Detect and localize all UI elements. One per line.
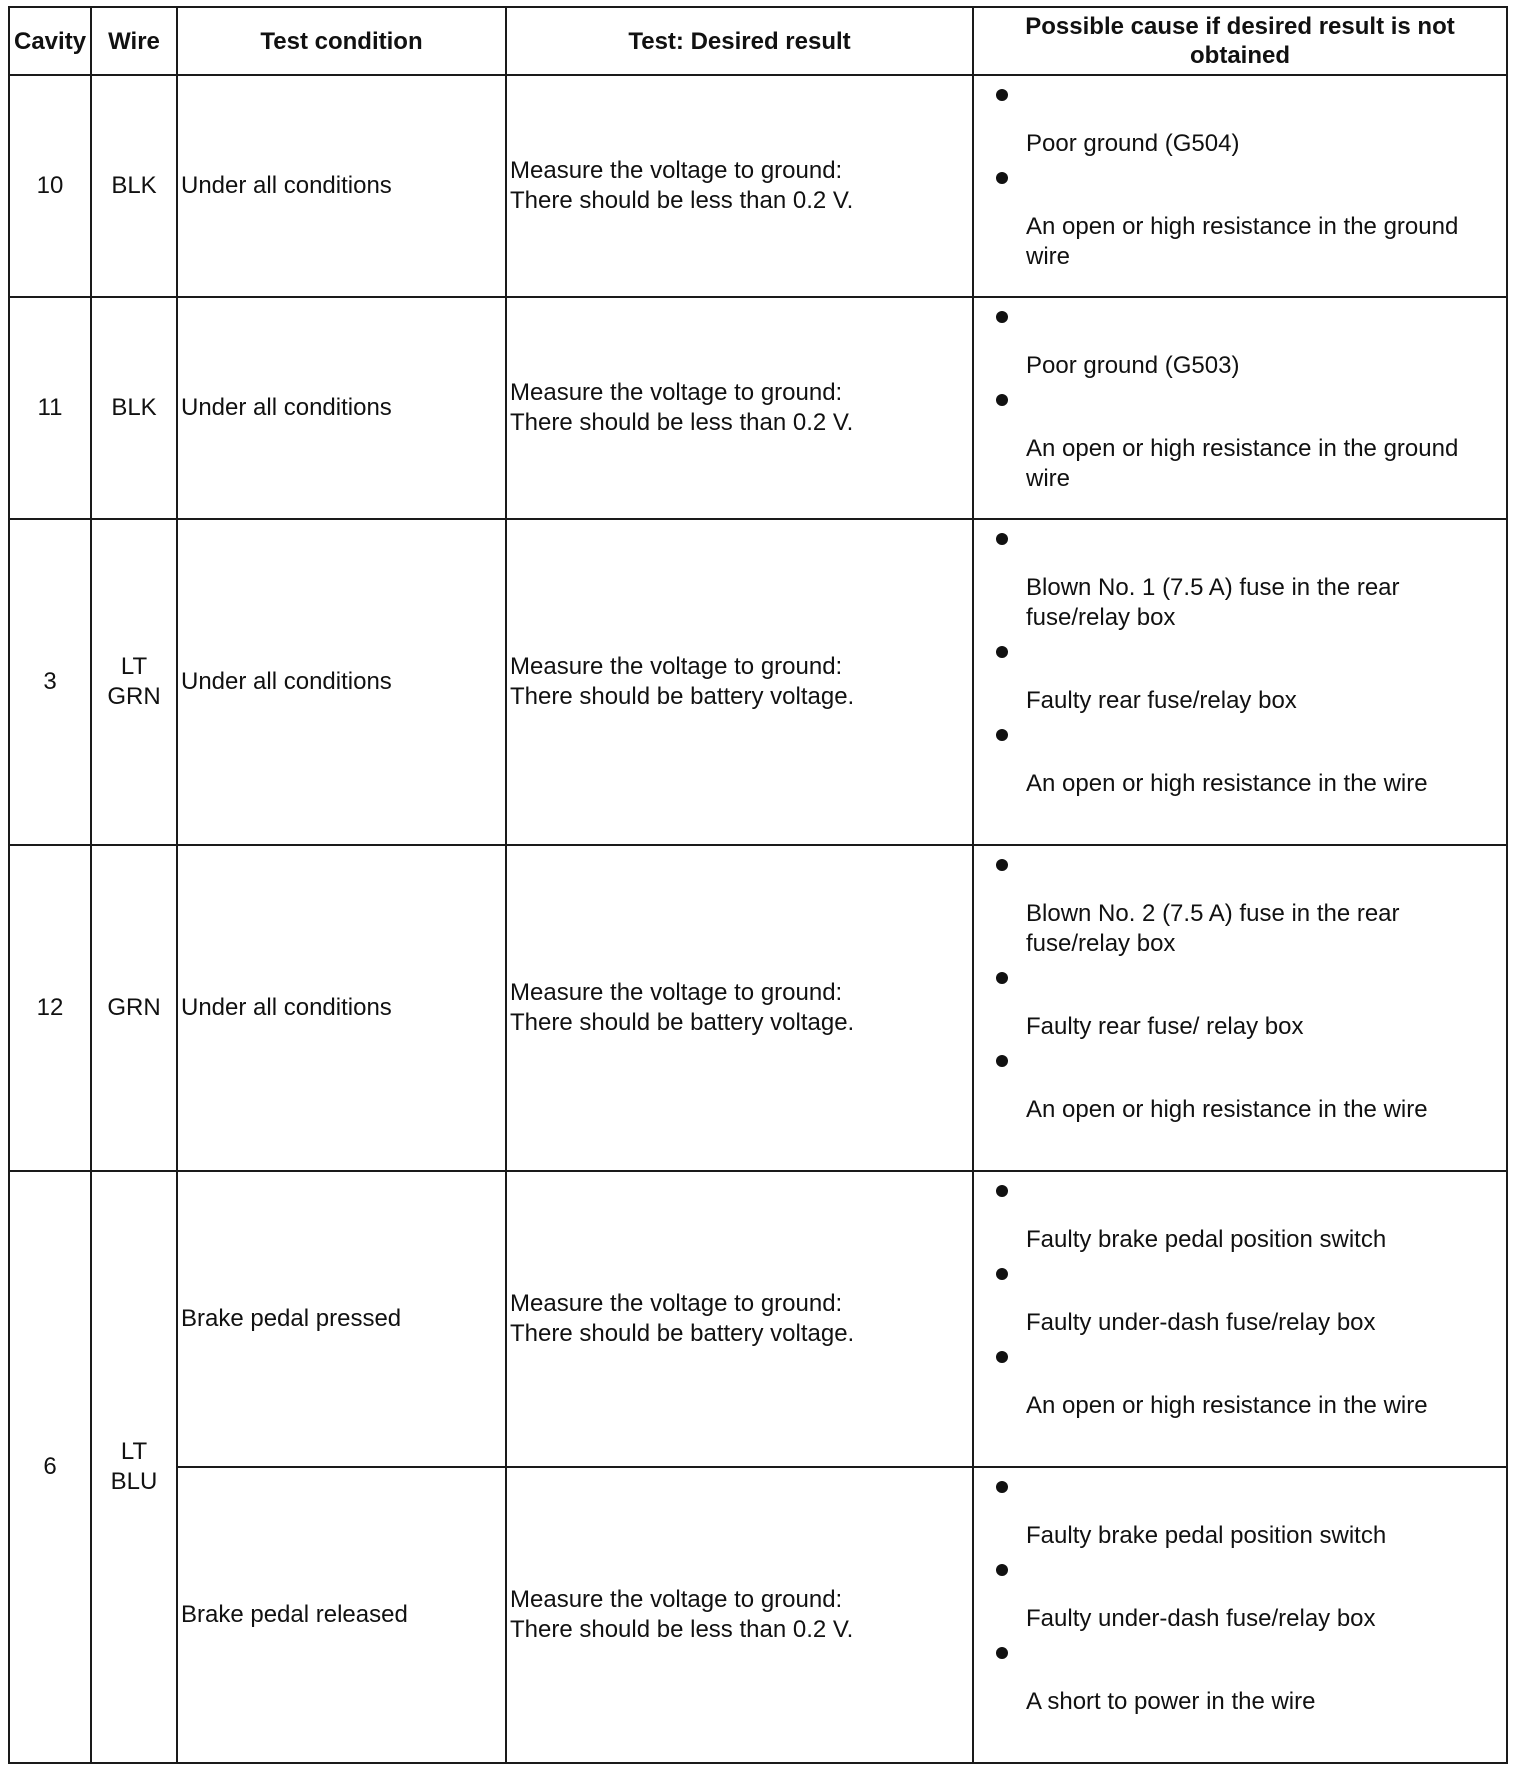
desired-result-line: Measure the voltage to ground: — [510, 1290, 843, 1317]
cause-text: An open or high resistance in the wire — [1026, 1096, 1428, 1123]
bullet-icon — [996, 311, 1008, 323]
cause-text: An open or high resistance in the wire — [1026, 770, 1428, 797]
cause-item — [974, 1634, 1506, 1717]
cause-item — [974, 1468, 1506, 1551]
cause-item — [974, 1338, 1506, 1421]
desired-result-cell — [506, 75, 973, 297]
test-condition-cell: Brake pedal pressed — [177, 1171, 506, 1467]
test-condition-cell: Brake pedal released — [177, 1467, 506, 1763]
cause-text: A short to power in the wire — [1026, 1688, 1316, 1715]
cause-text: Faulty rear fuse/relay box — [1026, 687, 1297, 714]
bullet-icon — [996, 1351, 1008, 1363]
bullet-icon — [996, 1268, 1008, 1280]
wire-cell: LT BLU — [91, 1171, 177, 1763]
cause-item — [974, 1255, 1506, 1338]
cause-text: Blown No. 1 (7.5 A) fuse in the rear fuse/relay box — [1026, 574, 1400, 631]
wire-cell: BLK — [91, 75, 177, 297]
table-row — [9, 75, 1507, 297]
desired-result-cell — [506, 845, 973, 1171]
cause-item — [974, 76, 1506, 159]
desired-result-line: Measure the voltage to ground: — [510, 979, 843, 1006]
desired-result-line: There should be less than 0.2 V. — [510, 409, 854, 436]
bullet-icon — [996, 533, 1008, 545]
table-row — [9, 1467, 1507, 1763]
wire-cell: LT GRN — [91, 519, 177, 845]
cause-text: Faulty brake pedal position switch — [1026, 1522, 1387, 1549]
possible-cause-cell — [973, 75, 1507, 297]
header-possible-cause: Possible cause if desired result is not obtained — [973, 7, 1507, 75]
bullet-icon — [996, 1564, 1008, 1576]
table-row — [9, 297, 1507, 519]
cause-item — [974, 959, 1506, 1042]
cause-item — [974, 520, 1506, 633]
bullet-icon — [996, 972, 1008, 984]
header-row — [9, 7, 1507, 75]
bullet-icon — [996, 1185, 1008, 1197]
cause-item — [974, 159, 1506, 272]
bullet-icon — [996, 646, 1008, 658]
cause-text: An open or high resistance in the ground wire — [1026, 213, 1459, 270]
cause-text: Faulty under-dash fuse/relay box — [1026, 1309, 1376, 1336]
bullet-icon — [996, 394, 1008, 406]
table-row — [9, 519, 1507, 845]
header-test-condition: Test condition — [177, 7, 506, 75]
cause-text: Poor ground (G503) — [1026, 352, 1240, 379]
table-body — [9, 75, 1507, 1763]
cause-text: Faulty brake pedal position switch — [1026, 1226, 1387, 1253]
bullet-icon — [996, 729, 1008, 741]
cause-item — [974, 381, 1506, 494]
header-cavity: Cavity — [9, 7, 91, 75]
possible-cause-cell — [973, 1171, 1507, 1467]
table-row — [9, 845, 1507, 1171]
test-condition-cell: Under all conditions — [177, 845, 506, 1171]
cause-item — [974, 1042, 1506, 1125]
cause-text: An open or high resistance in the ground wire — [1026, 435, 1459, 492]
cause-text: Blown No. 2 (7.5 A) fuse in the rear fuse/relay box — [1026, 900, 1400, 957]
bullet-icon — [996, 172, 1008, 184]
cavity-cell: 3 — [9, 519, 91, 845]
cause-text: Faulty rear fuse/ relay box — [1026, 1013, 1304, 1040]
cause-item — [974, 1551, 1506, 1634]
cavity-cell: 12 — [9, 845, 91, 1171]
possible-cause-cell — [973, 519, 1507, 845]
bullet-icon — [996, 859, 1008, 871]
cavity-cell: 10 — [9, 75, 91, 297]
test-condition-cell: Under all conditions — [177, 297, 506, 519]
possible-cause-cell — [973, 845, 1507, 1171]
cause-text: An open or high resistance in the wire — [1026, 1392, 1428, 1419]
cavity-cell: 11 — [9, 297, 91, 519]
header-wire: Wire — [91, 7, 177, 75]
bullet-icon — [996, 1055, 1008, 1067]
possible-cause-cell — [973, 297, 1507, 519]
possible-cause-cell — [973, 1467, 1507, 1763]
desired-result-cell — [506, 519, 973, 845]
bullet-icon — [996, 1481, 1008, 1493]
wire-cell: GRN — [91, 845, 177, 1171]
cause-item — [974, 1172, 1506, 1255]
desired-result-line: There should be battery voltage. — [510, 683, 855, 710]
desired-result-line: Measure the voltage to ground: — [510, 653, 843, 680]
desired-result-line: Measure the voltage to ground: — [510, 157, 843, 184]
table-row — [9, 1171, 1507, 1467]
header-desired-result: Test: Desired result — [506, 7, 973, 75]
cause-text: Poor ground (G504) — [1026, 130, 1240, 157]
desired-result-cell — [506, 1171, 973, 1467]
test-condition-cell: Under all conditions — [177, 519, 506, 845]
bullet-icon — [996, 89, 1008, 101]
cavity-cell: 6 — [9, 1171, 91, 1763]
cause-text: Faulty under-dash fuse/relay box — [1026, 1605, 1376, 1632]
desired-result-line: There should be less than 0.2 V. — [510, 1616, 854, 1643]
desired-result-line: Measure the voltage to ground: — [510, 1586, 843, 1613]
desired-result-cell — [506, 1467, 973, 1763]
cause-item — [974, 633, 1506, 716]
desired-result-line: There should be less than 0.2 V. — [510, 187, 854, 214]
connector-test-table — [8, 6, 1508, 1764]
desired-result-line: Measure the voltage to ground: — [510, 379, 843, 406]
desired-result-cell — [506, 297, 973, 519]
bullet-icon — [996, 1647, 1008, 1659]
cause-item — [974, 716, 1506, 799]
test-condition-cell: Under all conditions — [177, 75, 506, 297]
wire-cell: BLK — [91, 297, 177, 519]
cause-item — [974, 298, 1506, 381]
desired-result-line: There should be battery voltage. — [510, 1009, 855, 1036]
cause-item — [974, 846, 1506, 959]
desired-result-line: There should be battery voltage. — [510, 1320, 855, 1347]
